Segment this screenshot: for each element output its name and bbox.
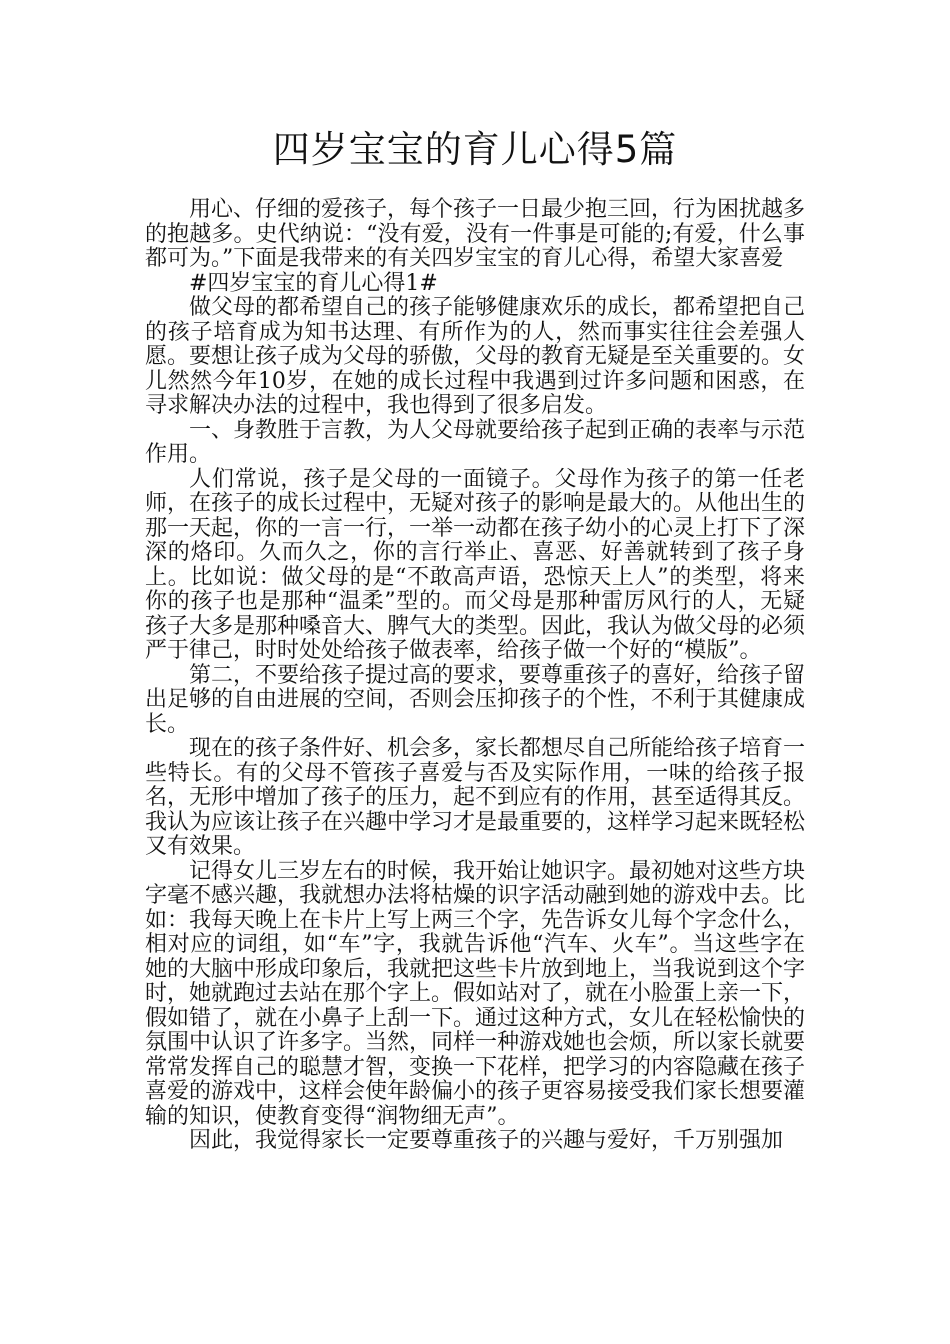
body-paragraph: 人们常说，孩子是父母的一面镜子。父母作为孩子的第一任老师，在孩子的成长过程中，无疑对孩子的影响是最大的。从他出生的那一天起，你的一言一行，一举一动都在孩子幼小的心灵上打下了深深的烙印。久而久之，你的言行举止、喜恶、好善就转到了孩子身上。比如说：做父母的是“不敢高声语，恐惊天上人”的类型，将来你的孩子也是那种“温柔”型的。而父母是那种雷厉风行的人，无疑孩子大多是那种嗓音大、脾气大的类型。因此，我认为做父母的必须严于律己，时时处处给孩子做表率，给孩子做一个好的“模版”。	[145, 466, 806, 663]
body-paragraph: 现在的孩子条件好、机会多，家长都想尽自己所能给孩子培育一些特长。有的父母不管孩子喜爱与否及实际作用，一味的给孩子报名，无形中增加了孩子的压力，起不到应有的作用，甚至适得其反。我认为应该让孩子在兴趣中学习才是最重要的，这样学习起来既轻松又有效果。	[145, 736, 806, 859]
intro-paragraph: 用心、仔细的爱孩子，每个孩子一日最少抱三回，行为困扰越多的抱越多。史代纳说：“没有爱，没有一件事是可能的;有爱，什么事都可为。”下面是我带来的有关四岁宝宝的育儿心得，希望大家喜爱	[145, 197, 806, 271]
point-one-heading: 一、身教胜于言教，为人父母就要给孩子起到正确的表率与示范作用。	[145, 417, 806, 467]
section-heading: #四岁宝宝的育儿心得1#	[189, 270, 438, 296]
document-body	[145, 198, 805, 1154]
point-two-heading: 第二，不要给孩子提过高的要求，要尊重孩子的喜好，给孩子留出足够的自由进展的空间，否则会压抑孩子的个性，不利于其健康成长。	[145, 662, 806, 737]
body-paragraph: 做父母的都希望自己的孩子能够健康欢乐的成长，都希望把自己的孩子培育成为知书达理、有所作为的人，然而事实往往会差强人愿。要想让孩子成为父母的骄傲，父母的教育无疑是至关重要的。女儿然然今年10岁，在她的成长过程中我遇到过许多问题和困惑，在寻求解决办法的过程中，我也得到了很多启发。	[145, 295, 806, 418]
body-paragraph: 因此，我觉得家长一定要尊重孩子的兴趣与爱好，千万别强加	[189, 1128, 784, 1153]
body-paragraph: 记得女儿三岁左右的时候，我开始让她识字。最初她对这些方块字毫不感兴趣，我就想办法将枯燥的识字活动融到她的游戏中去。比如：我每天晚上在卡片上写上两三个字，先告诉女儿每个字念什么，相对应的词组，如“车”字，我就告诉他“汽车、火车”。当这些字在她的大脑中形成印象后，我就把这些卡片放到地上，当我说到这个字时，她就跑过去站在那个字上。假如站对了，就在小脸蛋上亲一下，假如错了，就在小鼻子上刮一下。通过这种方式，女儿在轻松愉快的氛围中认识了许多字。当然，同样一种游戏她也会烦，所以家长就要常常发挥自己的聪慧才智，变换一下花样，把学习的内容隐藏在孩子喜爱的游戏中，这样会使年龄偏小的孩子更容易接受我们家长想要灌输的知识，使教育变得“润物细无声”。	[145, 858, 806, 1129]
document-title: 四岁宝宝的育儿心得5篇	[272, 128, 678, 171]
